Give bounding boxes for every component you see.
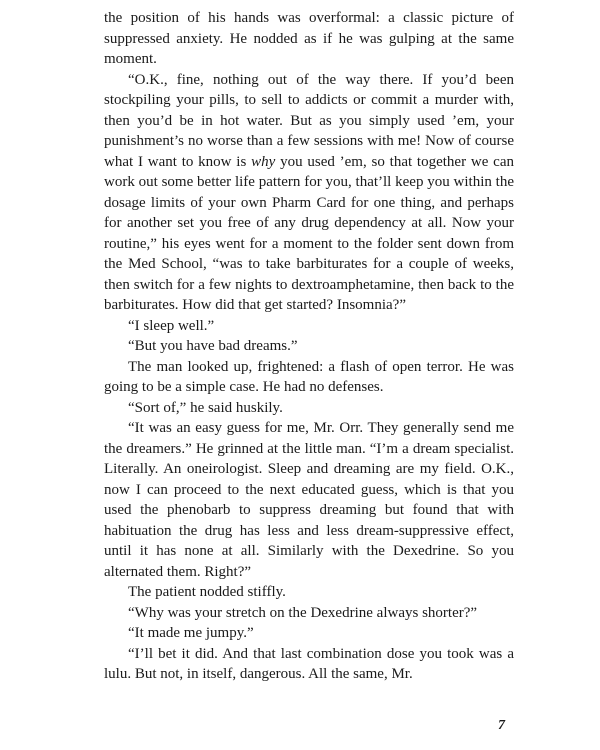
paragraph: “O.K., fine, nothing out of the way there. If you’d been stockpiling your pills, to sell to addicts or commit a murder with, then you’d be in hot water. But as you simply used ’em, your punishment’s no worse than a few sessions with me! Now of course what I want to know is why you used ’em, so that together we can work out some better life pattern for you, that’ll keep you within the dosage limits of your own Pharm Card for one thing, and perhaps for another set you free of any drug dependency at all. Now your routine,” his eyes went for a moment to the folder sent down from the Med School, “was to take barbiturates for a couple of weeks, then switch for a few nights to dextroamphetamine, then back to the barbiturates. How did that get started? Insomnia?”	[104, 71, 514, 313]
paragraph: “I sleep well.”	[128, 317, 215, 334]
paragraph: “It was an easy guess for me, Mr. Orr. They generally send me the dreamers.” He grinned at the little man. “I’m a dream specialist. Literally. An oneirologist. Sleep and dreaming are my field. O.K., now I can proceed to the next educated guess, which is that you used the phenobarb to suppress dreaming but found that with habituation the drug has less and less dream-suppressive effect, until it has none at all. Similarly with the Dexedrine. So you alternated them. Right?”	[104, 420, 514, 580]
paragraph: “But you have bad dreams.”	[128, 338, 298, 354]
page-number: 7	[498, 718, 505, 733]
paragraph: “Why was your stretch on the Dexedrine always shorter?”	[128, 604, 478, 621]
paragraph: The patient nodded stiffly.	[128, 584, 286, 600]
paragraph: “I’ll bet it did. And that last combination dose you took was a lulu. But not, in itself, dangerous. All the same, Mr.	[104, 645, 514, 682]
body-text	[104, 8, 514, 685]
paragraph: “It made me jumpy.”	[128, 625, 254, 641]
paragraph: The man looked up, frightened: a flash of open terror. He was going to be a simple case. He had no defenses.	[104, 358, 514, 395]
paragraph: “Sort of,” he said huskily.	[128, 399, 283, 416]
emphasis: why	[251, 153, 276, 170]
paragraph: the position of his hands was overformal: a classic picture of suppressed anxiety. He nodded as if he was gulping at the same moment.	[104, 10, 514, 67]
